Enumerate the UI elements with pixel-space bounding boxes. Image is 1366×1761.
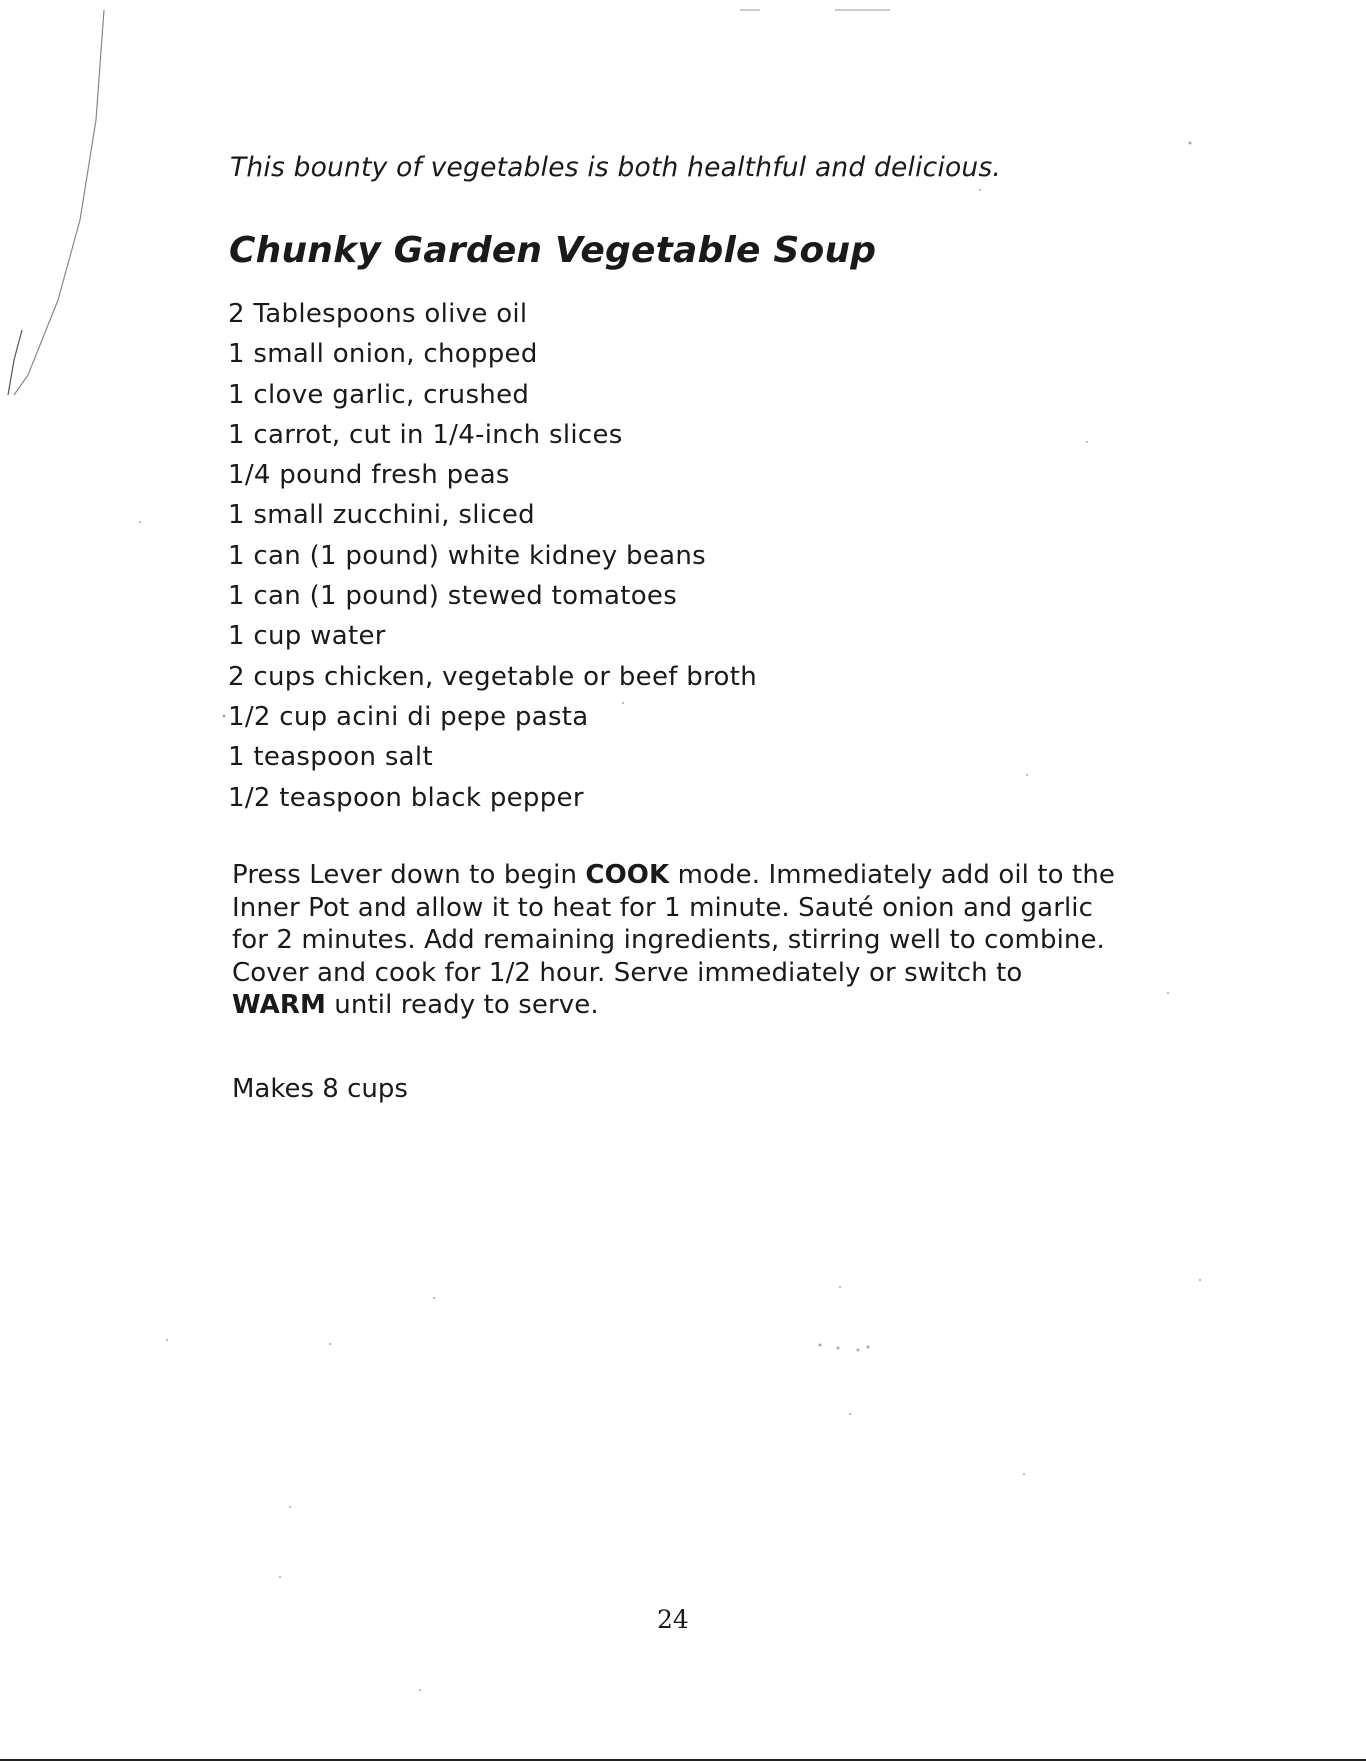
instruction-line-2: Inner Pot and allow it to heat for 1 minute. Sauté onion and garlic (232, 892, 1094, 923)
recipe-intro: This bounty of vegetables is both healthful and delicious. (230, 152, 1002, 183)
cook-mode-label: COOK (585, 860, 670, 890)
instruction-text: Press Lever down to begin (232, 860, 586, 890)
ingredient-item: 1 cup water (228, 621, 386, 652)
ingredient-item: 1/4 pound fresh peas (228, 460, 510, 491)
ingredient-item: 1/2 cup acini di pepe pasta (228, 701, 589, 732)
instruction-line-4: Cover and cook for 1/2 hour. Serve immediately or switch to (232, 957, 1023, 988)
ingredient-item: 1 clove garlic, crushed (228, 379, 530, 410)
ingredient-item: 1 can (1 pound) white kidney beans (228, 540, 706, 571)
page-number: 24 (657, 1605, 689, 1634)
pencil-line-short (8, 330, 22, 395)
instruction-line-1 (232, 859, 1132, 892)
warm-mode-label: WARM (232, 990, 326, 1020)
ingredient-item: 1 teaspoon salt (228, 742, 433, 773)
ingredient-list (228, 294, 757, 818)
instruction-text: mode. Immediately add oil to the (669, 860, 1115, 890)
ingredient-item: 1 small zucchini, sliced (228, 500, 535, 531)
ingredient-item: 2 cups chicken, vegetable or beef broth (228, 661, 757, 692)
ingredient-item: 1 can (1 pound) stewed tomatoes (228, 581, 678, 612)
ingredient-item: 2 Tablespoons olive oil (228, 299, 528, 329)
instruction-text: until ready to serve. (325, 990, 599, 1020)
recipe-instructions (232, 859, 1132, 1022)
pencil-line (14, 10, 104, 395)
instruction-line-5 (232, 989, 1132, 1022)
recipe-title: Chunky Garden Vegetable Soup (229, 230, 877, 271)
ingredient-item: 1 carrot, cut in 1/4-inch slices (228, 419, 623, 450)
ingredient-item: 1/2 teaspoon black pepper (228, 782, 584, 813)
ingredient-item: 1 small onion, chopped (228, 339, 538, 370)
instruction-line-3: for 2 minutes. Add remaining ingredients, stirring well to combine. (232, 925, 1105, 955)
recipe-yield: Makes 8 cups (232, 1074, 408, 1104)
